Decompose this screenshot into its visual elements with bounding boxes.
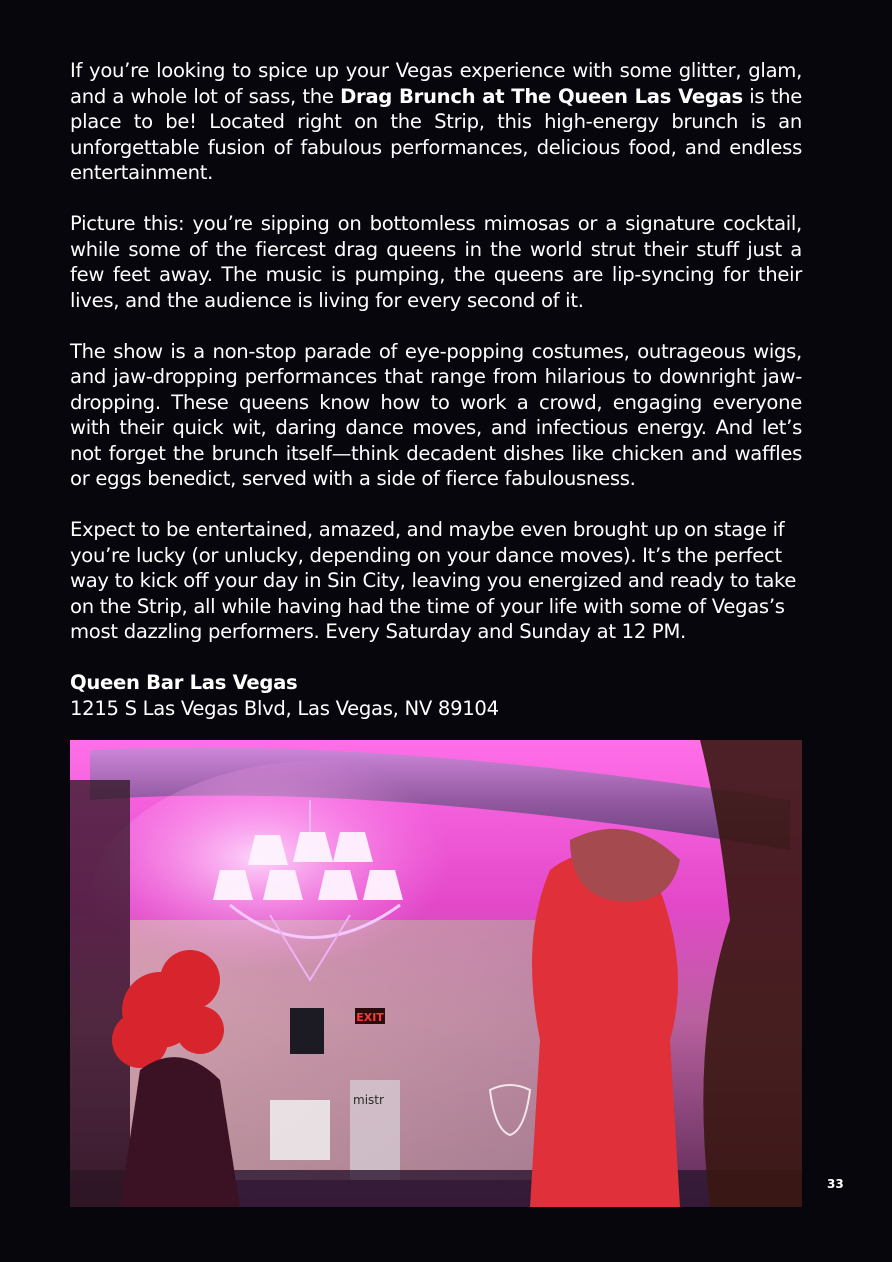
event-name-bold: Drag Brunch at The Queen Las Vegas: [340, 84, 743, 108]
intro-text-end: is the place to be! Located right on the Strip, this high-energy brunch is an unforgettable fusion of fabulous performances, delicious food, and endless entertainment.: [70, 84, 802, 184]
venue-info: [70, 670, 802, 721]
article-body: [70, 58, 802, 721]
paragraph-expect: Expect to be entertained, amazed, and maybe even brought up on stage if you’re lucky (or unlucky, depending on your dance moves). It’s the perfect way to kick off your day in Sin City, leaving you energized and ready to take on the Strip, all while having had the time of your life with some of Vegas’s most dazzling performers. Every Saturday and Sunday at 12 PM.: [70, 518, 797, 643]
intro-text-start: If you’re looking to spice up your Vegas experience with some glitter, glam, and a whole lot of sass, the: [70, 59, 802, 108]
venue-address: 1215 S Las Vegas Blvd, Las Vegas, NV 89104: [70, 696, 499, 720]
page-number: 33: [827, 1177, 844, 1191]
exit-sign-text: EXIT: [356, 1011, 384, 1024]
wall-sign-text: mistr: [353, 1093, 384, 1107]
drag-brunch-photo: [70, 740, 802, 1207]
paragraph-show: The show is a non-stop parade of eye-popping costumes, outrageous wigs, and jaw-dropping performances that range from hilarious to downright jaw-dropping. These queens know how to work a crowd, engaging everyone with their quick wit, daring dance moves, and infectious energy. And let’s not forget the brunch itself—think decadent dishes like chicken and waffles or eggs benedict, served with a side of fierce fabulousness.: [70, 339, 802, 490]
venue-name: Queen Bar Las Vegas: [70, 671, 298, 694]
paragraph-picture-this: Picture this: you’re sipping on bottomless mimosas or a signature cocktail, while some of the fiercest drag queens in the world strut their stuff just a few feet away. The music is pumping, the queens are lip-syncing for their lives, and the audience is living for every second of it.: [70, 212, 802, 312]
paragraph-intro: [70, 58, 802, 186]
